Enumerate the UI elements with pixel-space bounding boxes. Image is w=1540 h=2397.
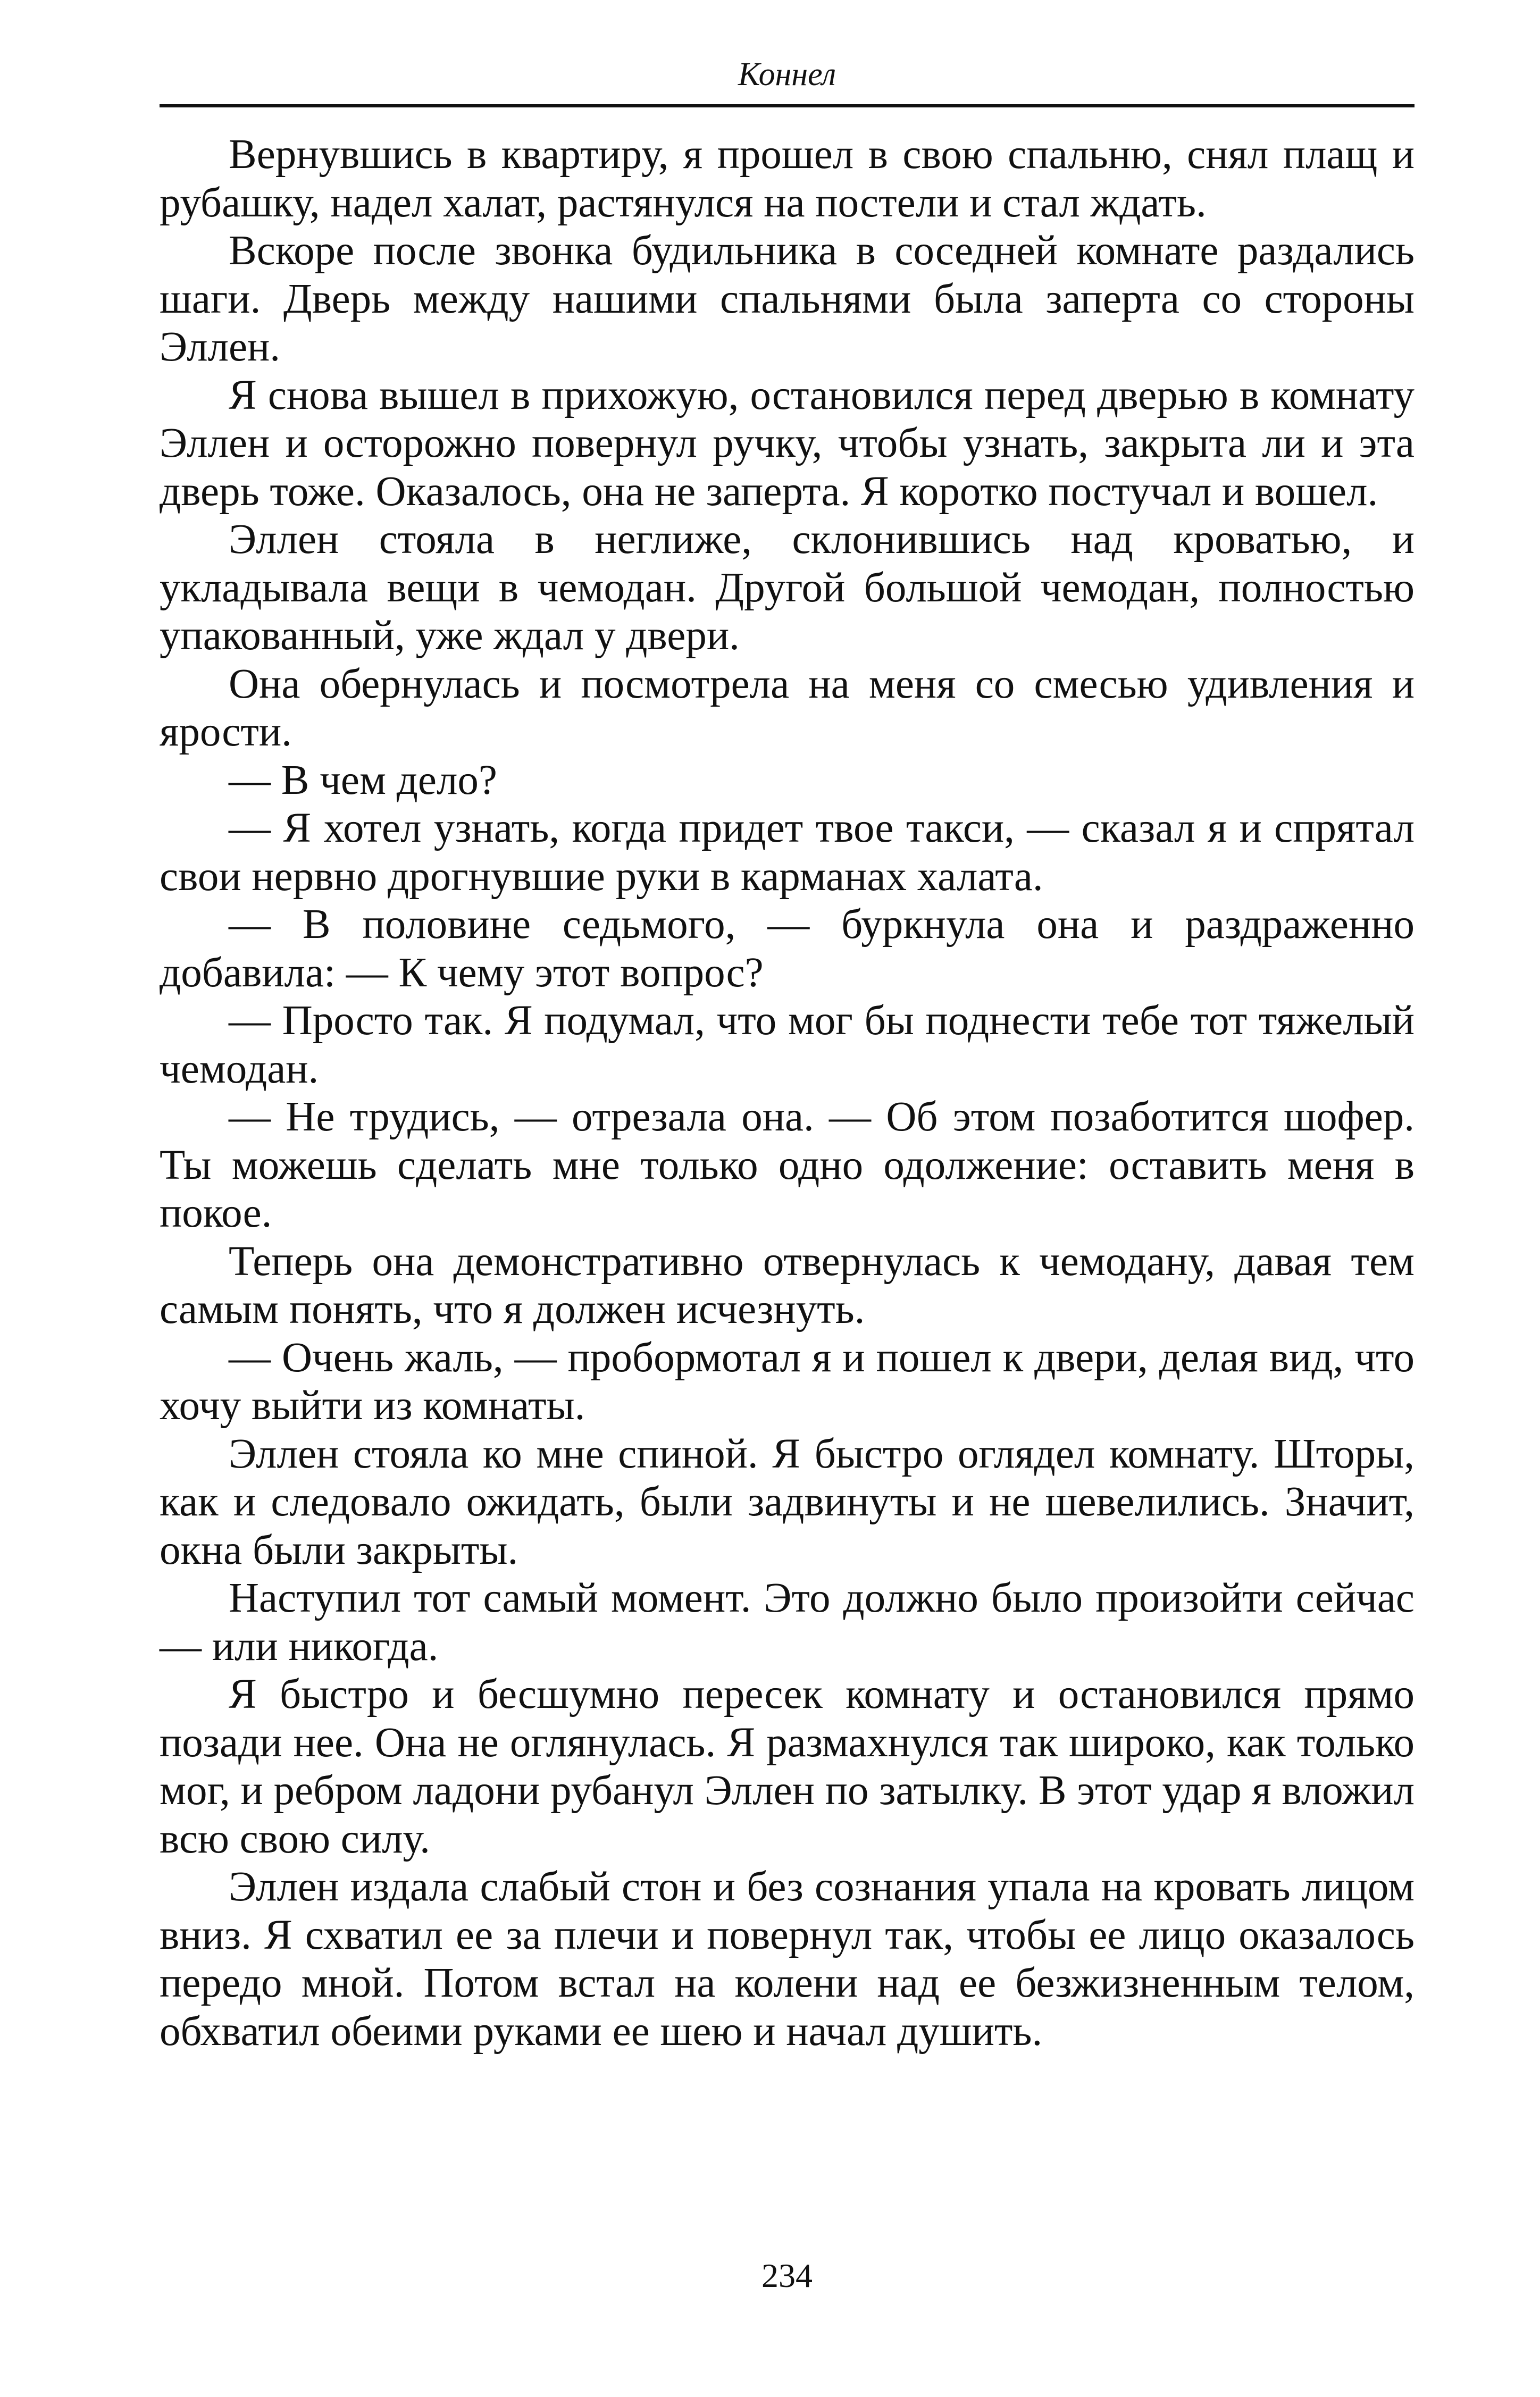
dialogue-line: — Я хотел узнать, когда придет твое такси, — сказал я и спрятал свои нервно дрогнувшие руки в карманах халата. [160,805,1415,900]
dialogue-line: — В чем дело? [229,757,497,803]
body-text [160,131,1415,2056]
paragraph: Теперь она демонстративно отвернулась к чемодану, давая тем самым понять, что я должен исчезнуть. [160,1238,1415,1332]
paragraph: Она обернулась и посмотрела на меня со смесью удивления и ярости. [160,660,1415,755]
running-title: Коннел [738,56,836,93]
dialogue-line: — Не трудись, — отрезала она. — Об этом позаботится шофер. Ты можешь сделать мне только одно одолжение: оставить меня в покое. [160,1094,1415,1236]
paragraph: Эллен стояла в неглиже, склонившись над кроватью, и укладывала вещи в чемодан. Другой большой чемодан, полностью упакованный, уже ждал у двери. [160,516,1415,659]
paragraph: Я быстро и бесшумно пересек комнату и остановился прямо позади нее. Она не оглянулась. Я размахнулся так широко, как только мог, и ребром ладони рубанул Эллен по затылку. В этот удар я вложил всю свою силу. [160,1671,1415,1862]
paragraph: Эллен издала слабый стон и без сознания упала на кровать лицом вниз. Я схватил ее за плечи и повернул так, чтобы ее лицо оказалось передо мной. Потом встал на колени над ее безжизненным телом, обхватил обеими руками ее шею и начал душить. [160,1864,1415,2055]
paragraph: Наступил тот самый момент. Это должно было произойти сейчас — или никогда. [160,1575,1415,1670]
header-rule [160,104,1415,107]
paragraph: Вскоре после звонка будильника в соседней комнате раздались шаги. Дверь между нашими спальнями была заперта со стороны Эллен. [160,228,1415,370]
book-page [160,0,1415,2397]
page-number: 234 [761,2257,813,2294]
paragraph: Я снова вышел в прихожую, остановился перед дверью в комнату Эллен и осторожно повернул ручку, чтобы узнать, закрыта ли и эта дверь тоже. Оказалось, она не заперта. Я коротко постучал и вошел. [160,372,1415,515]
dialogue-line: — Просто так. Я подумал, что мог бы поднести тебе тот тяжелый чемодан. [160,998,1415,1092]
paragraph: Эллен стояла ко мне спиной. Я быстро оглядел комнату. Шторы, как и следовало ожидать, были задвинуты и не шевелились. Значит, окна были закрыты. [160,1430,1415,1573]
paragraph: Вернувшись в квартиру, я прошел в свою спальню, снял плащ и рубашку, надел халат, растянулся на постели и стал ждать. [160,131,1415,226]
dialogue-line: — Очень жаль, — пробормотал я и пошел к двери, делая вид, что хочу выйти из комнаты. [160,1334,1415,1429]
dialogue-line: — В половине седьмого, — буркнула она и раздраженно добавила: — К чему этот вопрос? [160,901,1415,996]
